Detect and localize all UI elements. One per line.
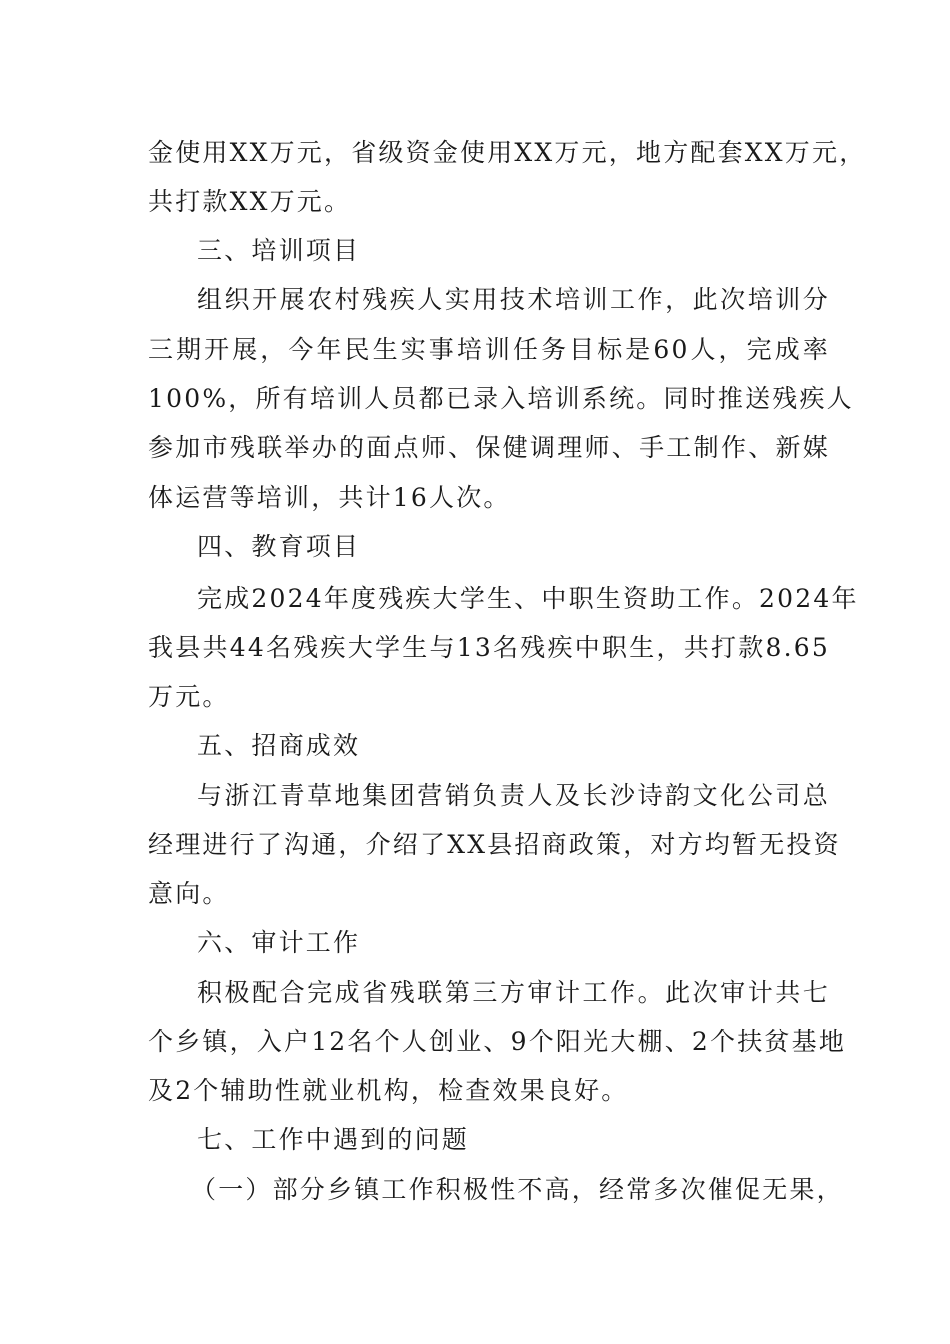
paragraph-line: （一）部分乡镇工作积极性不高，经常多次催促无果， [191,1175,844,1204]
section-heading-problems: 七、工作中遇到的问题 [197,1125,470,1154]
paragraph-line: 共打款XX万元。 [148,187,352,216]
paragraph-line: 个乡镇，入户12名个人创业、9个阳光大棚、2个扶贫基地 [148,1027,847,1056]
paragraph-line: 组织开展农村残疾人实用技术培训工作，此次培训分 [197,285,830,314]
section-heading-audit: 六、审计工作 [197,928,361,957]
paragraph-line: 万元。 [148,682,230,711]
section-heading-training: 三、培训项目 [197,236,361,265]
paragraph-line: 与浙江青草地集团营销负责人及长沙诗韵文化公司总 [197,781,830,810]
paragraph-line: 我县共44名残疾大学生与13名残疾中职生，共打款8.65 [148,633,830,662]
paragraph-line: 经理进行了沟通，介绍了XX县招商政策，对方均暂无投资 [148,830,841,859]
paragraph-line: 积极配合完成省残联第三方审计工作。此次审计共七 [197,978,830,1007]
paragraph-line: 及2个辅助性就业机构，检查效果良好。 [148,1076,629,1105]
paragraph-line: 参加市残联举办的面点师、保健调理师、手工制作、新媒 [148,433,830,462]
paragraph-line: 意向。 [148,879,230,908]
paragraph-line: 完成2024年度残疾大学生、中职生资助工作。2024年 [197,584,859,613]
section-heading-investment: 五、招商成效 [197,731,361,760]
paragraph-line: 体运营等培训，共计16人次。 [148,483,511,512]
paragraph-line: 三期开展，今年民生实事培训任务目标是60人，完成率 [148,335,830,364]
section-heading-education: 四、教育项目 [197,532,361,561]
paragraph-line: 金使用XX万元，省级资金使用XX万元，地方配套XX万元， [148,138,867,167]
paragraph-line: 100%，所有培训人员都已录入培训系统。同时推送残疾人 [148,384,854,413]
